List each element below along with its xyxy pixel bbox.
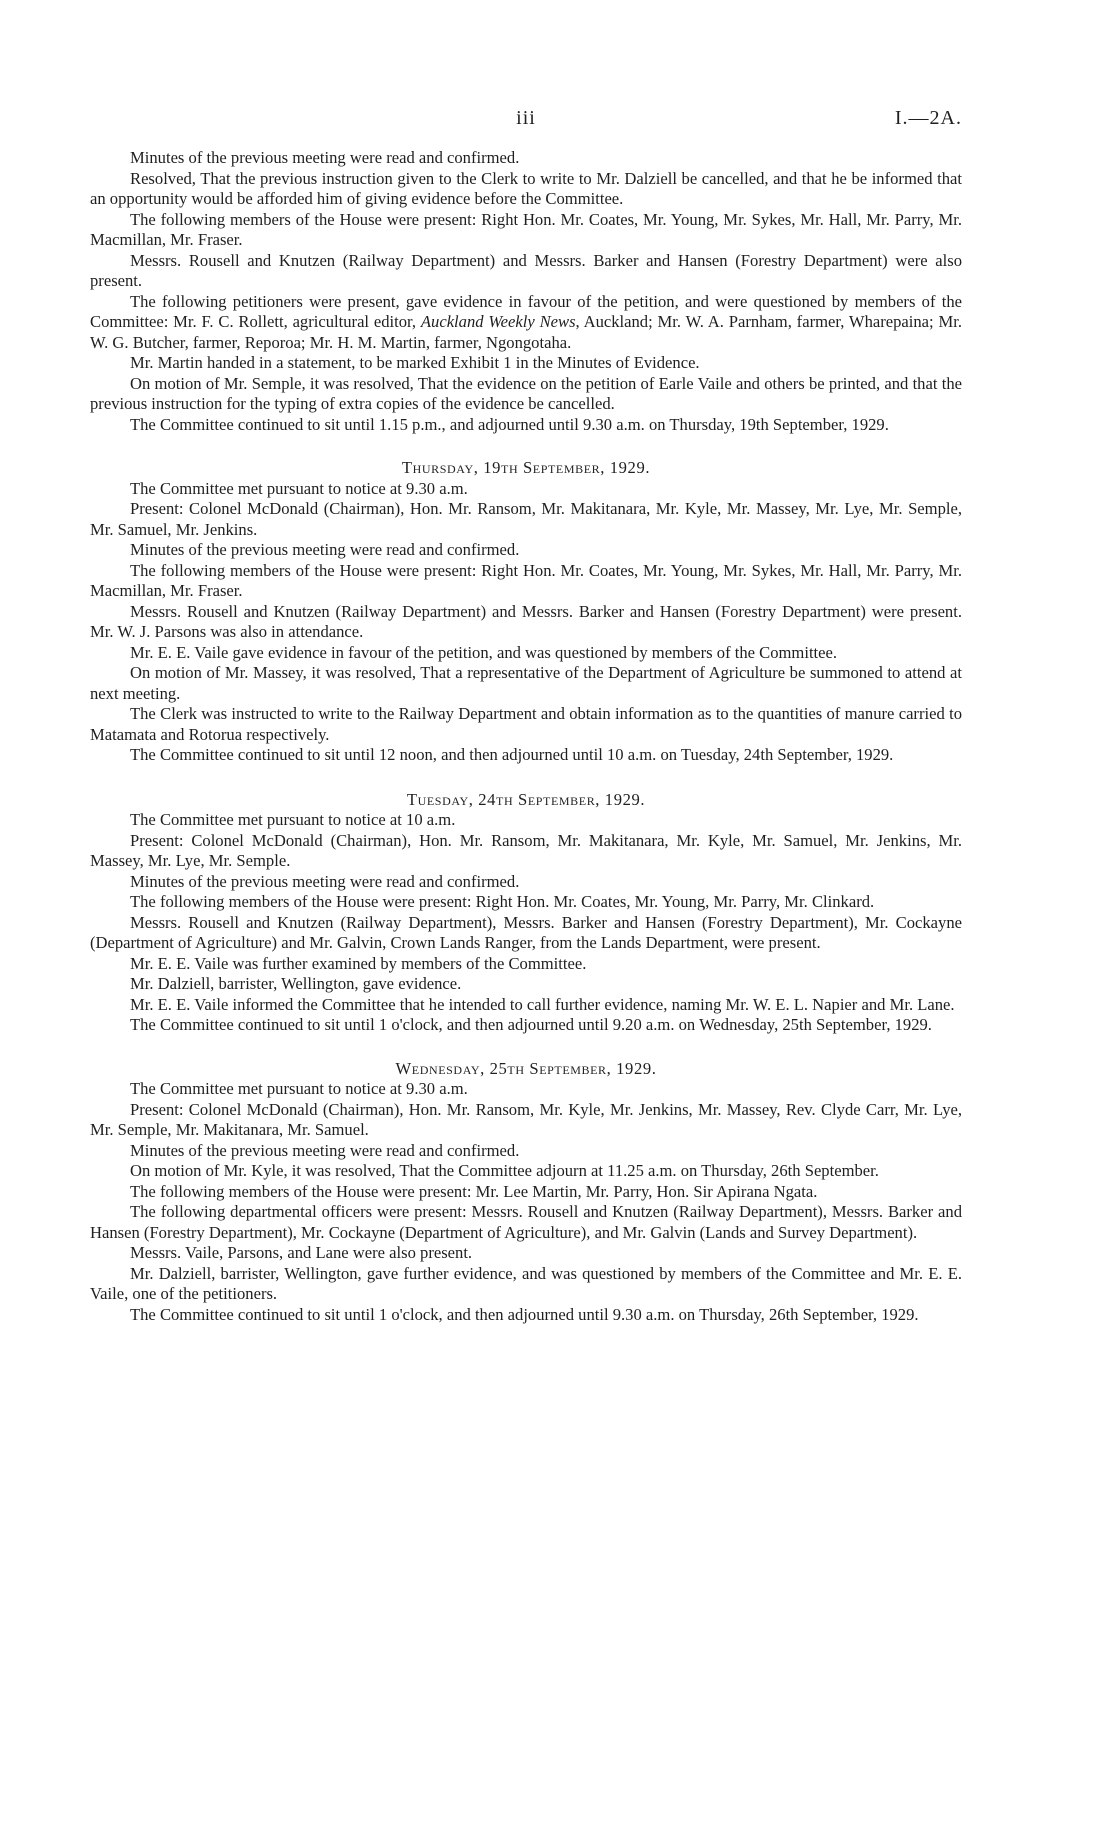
meeting-date-heading: Thursday, 19th September, 1929. (401, 458, 651, 477)
minutes-paragraph: The following members of the House were present: Right Hon. Mr. Coates, Mr. Young, Mr. Sykes, Mr. Hall, Mr. Parry, Mr. Macmillan, Mr. Fraser. (90, 560, 962, 600)
minutes-paragraph: The following members of the House were present: Right Hon. Mr. Coates, Mr. Young, Mr. Parry, Mr. Clinkard. (130, 892, 875, 911)
minutes-paragraph: Present: Colonel McDonald (Chairman), Hon. Mr. Ransom, Mr. Makitanara, Mr. Kyle, Mr. Massey, Mr. Lye, Mr. Semple, Mr. Samuel, Mr. Jenkins. (90, 499, 962, 539)
minutes-paragraph: On motion of Mr. Kyle, it was resolved, That the Committee adjourn at 11.25 a.m. on Thursday, 26th September. (130, 1161, 879, 1180)
paragraph-text: The following petitioners were present, gave evidence in favour of the petition, and were questioned by members of the Committee: Mr. F. C. Rollett, agricultural editor, (90, 291, 962, 331)
section-gap (90, 1036, 962, 1059)
minutes-body (90, 148, 962, 1325)
minutes-paragraph: The Committee continued to sit until 1.15 p.m., and adjourned until 9.30 a.m. on Thursday, 19th September, 1929. (130, 414, 889, 434)
meeting-date-heading: Tuesday, 24th September, 1929. (406, 789, 646, 809)
section-gap (90, 766, 962, 790)
minutes-paragraph: Resolved, That the previous instruction given to the Clerk to write to Mr. Dalziell be cancelled, and that he be informed that an opportunity would be afforded him of giving evidence before the Committee. (90, 168, 962, 208)
minutes-paragraph: Messrs. Rousell and Knutzen (Railway Department), Messrs. Barker and Hansen (Forestry Department), Mr. Cockayne (Department of Agriculture) and Mr. Galvin, Crown Lands Ranger, from the Lands Department, were present. (90, 912, 962, 952)
minutes-paragraph: The Committee continued to sit until 1 o'clock, and then adjourned until 9.30 a.m. on Thursday, 26th September, 1929. (130, 1304, 919, 1324)
minutes-paragraph: Present: Colonel McDonald (Chairman), Hon. Mr. Ransom, Mr. Makitanara, Mr. Kyle, Mr. Samuel, Mr. Jenkins, Mr. Massey, Mr. Lye, Mr. Semple. (90, 830, 962, 870)
page-header (90, 107, 962, 131)
minutes-paragraph: Mr. E. E. Vaile was further examined by members of the Committee. (130, 953, 587, 973)
minutes-paragraph: The following members of the House were present: Right Hon. Mr. Coates, Mr. Young, Mr. Sykes, Mr. Hall, Mr. Parry, Mr. Macmillan, Mr. Fraser. (90, 209, 962, 249)
publication-title: Auckland Weekly News (420, 312, 576, 331)
section-gap (90, 435, 962, 458)
minutes-paragraph: The Committee continued to sit until 12 noon, and then adjourned until 10 a.m. on Tuesday, 24th September, 1929. (130, 745, 894, 764)
minutes-paragraph: The following members of the House were present: Mr. Lee Martin, Mr. Parry, Hon. Sir Apirana Ngata. (130, 1181, 818, 1201)
minutes-paragraph: Minutes of the previous meeting were read and confirmed. (130, 148, 520, 167)
minutes-paragraph: Minutes of the previous meeting were read and confirmed. (130, 1140, 520, 1160)
minutes-paragraph: Mr. Dalziell, barrister, Wellington, gave further evidence, and was questioned by members of the Committee and Mr. E. E. Vaile, one of the petitioners. (90, 1263, 962, 1303)
minutes-paragraph: The Committee continued to sit until 1 o'clock, and then adjourned until 9.20 a.m. on Wednesday, 25th September, 1929. (130, 1015, 932, 1034)
minutes-paragraph (90, 292, 962, 354)
minutes-paragraph: The Committee met pursuant to notice at 9.30 a.m. (130, 478, 468, 498)
minutes-paragraph: Messrs. Vaile, Parsons, and Lane were also present. (130, 1243, 473, 1262)
minutes-paragraph: Mr. Dalziell, barrister, Wellington, gave evidence. (130, 974, 462, 993)
minutes-paragraph: Messrs. Rousell and Knutzen (Railway Department) and Messrs. Barker and Hansen (Forestry Department) were present. Mr. W. J. Parsons was also in attendance. (90, 601, 962, 641)
minutes-paragraph: Messrs. Rousell and Knutzen (Railway Department) and Messrs. Barker and Hansen (Forestry Department) were also present. (90, 250, 962, 290)
minutes-paragraph: On motion of Mr. Semple, it was resolved, That the evidence on the petition of Earle Vaile and others be printed, and that the previous instruction for the typing of extra copies of the evidence be cancelled. (90, 373, 962, 413)
meeting-date-heading: Wednesday, 25th September, 1929. (395, 1058, 657, 1078)
minutes-paragraph: Minutes of the previous meeting were read and confirmed. (130, 871, 520, 891)
minutes-paragraph: Mr. E. E. Vaile gave evidence in favour of the petition, and was questioned by members of the Committee. (130, 642, 838, 662)
paragraph-text: , Auckland; Mr. W. A. Parnham, farmer, Wharepaina; Mr. W. G. Butcher, farmer, Reporoa; Mr. H. M. Martin, farmer, Ngongotaha. (90, 312, 962, 352)
minutes-paragraph: The Committee met pursuant to notice at 10 a.m. (130, 810, 456, 829)
minutes-paragraph: The Committee met pursuant to notice at 9.30 a.m. (130, 1079, 468, 1098)
minutes-paragraph: The following departmental officers were present: Messrs. Rousell and Knutzen (Railway Department), Messrs. Barker and Hansen (Forestry Department), Mr. Cockayne (Department of Agriculture), and Mr. Galvin (Lands and Survey Department). (90, 1202, 962, 1242)
minutes-paragraph: Mr. Martin handed in a statement, to be marked Exhibit 1 in the Minutes of Evidence. (130, 353, 700, 372)
minutes-paragraph: The Clerk was instructed to write to the Railway Department and obtain information as to the quantities of manure carried to Matamata and Rotorua respectively. (90, 704, 962, 744)
minutes-paragraph: Present: Colonel McDonald (Chairman), Hon. Mr. Ransom, Mr. Kyle, Mr. Jenkins, Mr. Massey, Rev. Clyde Carr, Mr. Lye, Mr. Semple, Mr. Makitanara, Mr. Samuel. (90, 1099, 962, 1139)
minutes-paragraph: Mr. E. E. Vaile informed the Committee that he intended to call further evidence, naming Mr. W. E. L. Napier and Mr. Lane. (130, 994, 955, 1014)
document-code: I.—2A. (894, 107, 962, 129)
minutes-paragraph: Minutes of the previous meeting were read and confirmed. (130, 540, 520, 559)
minutes-paragraph: On motion of Mr. Massey, it was resolved, That a representative of the Department of Agriculture be summoned to attend at next meeting. (90, 663, 962, 703)
page-number: iii (516, 107, 536, 129)
